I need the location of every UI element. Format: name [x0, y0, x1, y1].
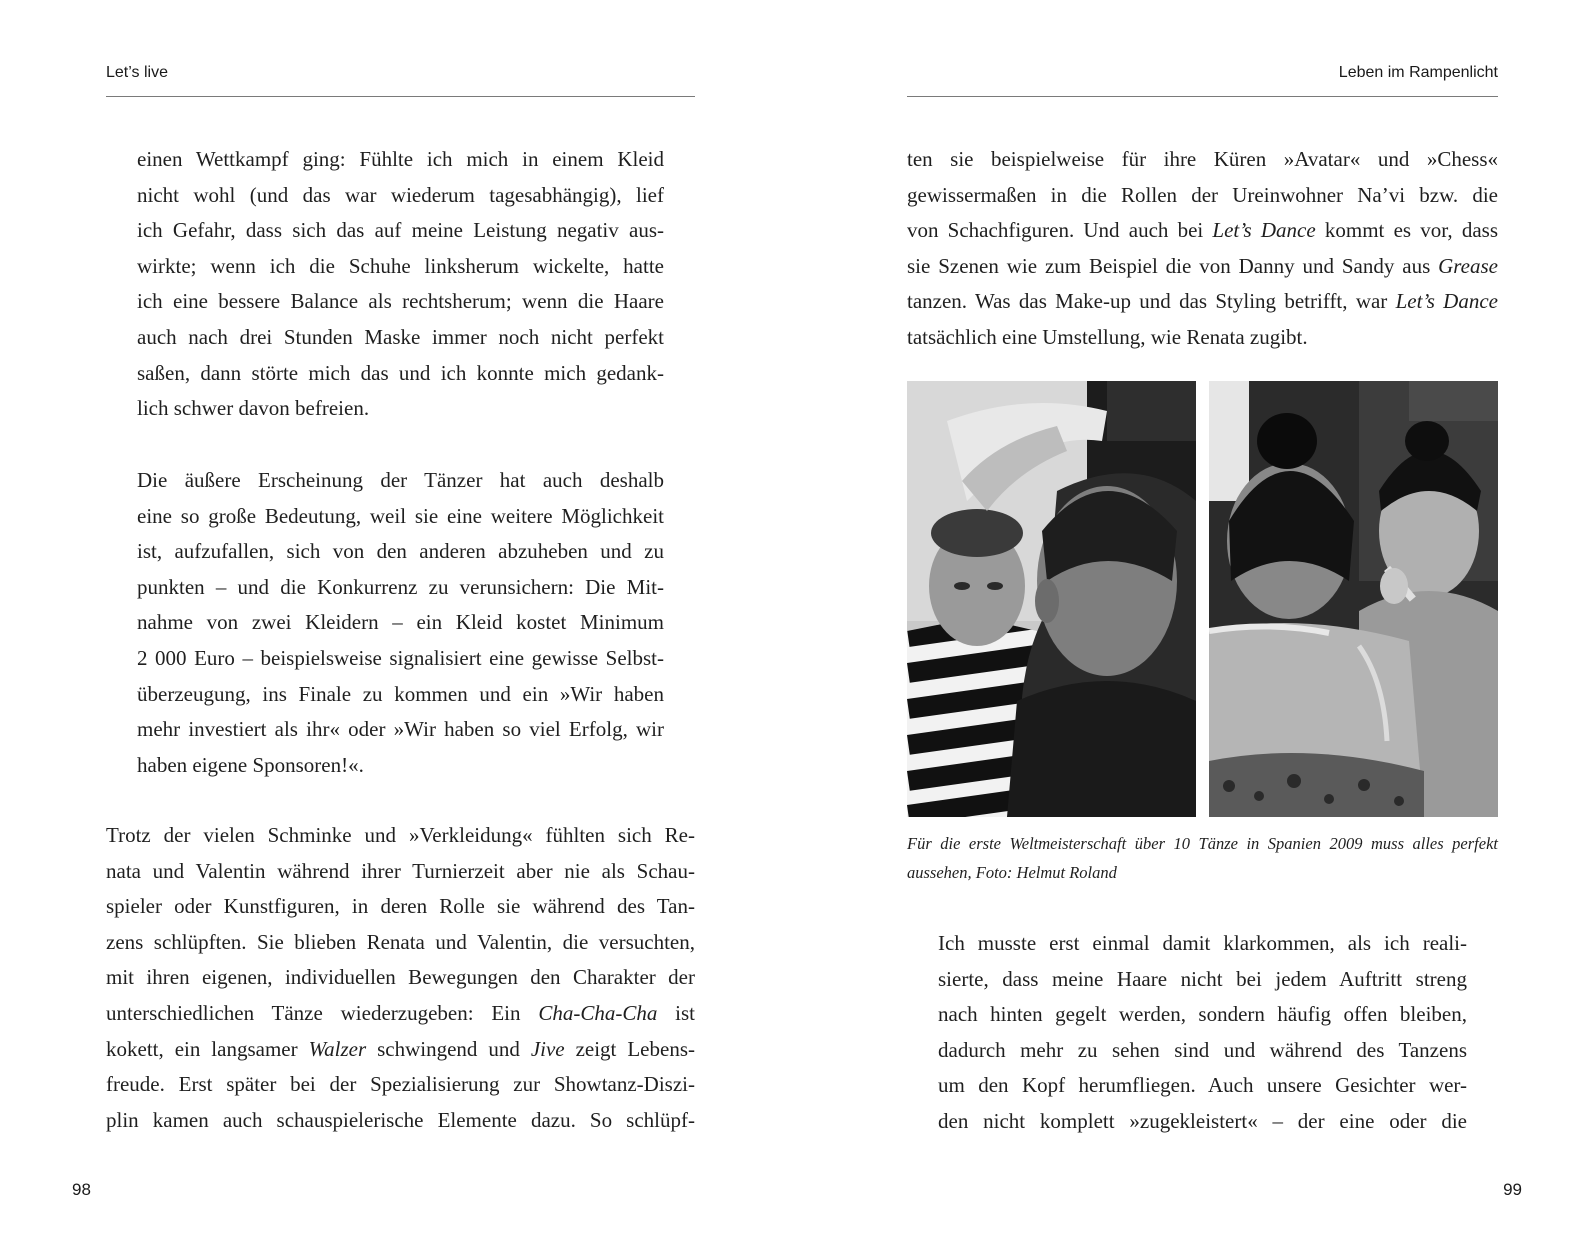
text-line: Die äußere Erscheinung der Tänzer hat auch deshalb	[137, 468, 664, 492]
text-line: nach hinten gegelt werden, sondern häufig offen bleiben,	[938, 1002, 1467, 1027]
text-line: wirkte; wenn ich die Schuhe linksherum wickelte, hatte	[137, 253, 664, 278]
text-line: lich schwer davon befreien.	[137, 396, 370, 421]
text-line: nicht wohl (und das war wiederum tagesabhängig), lief	[137, 182, 664, 207]
text-line: kokett, ein langsamer Walzer schwingend und Jive zeigt Lebens-	[106, 1036, 695, 1061]
text-line: haben eigene Sponsoren!«.	[137, 752, 364, 777]
text-line: saßen, dann störte mich das und ich konnte mich gedank-	[137, 360, 664, 385]
text-line: sierte, dass meine Haare nicht bei jedem Auftritt streng	[938, 966, 1467, 991]
text-line: sie Szenen wie zum Beispiel die von Danny und Sandy aus Grease	[907, 253, 1498, 278]
page-number-right: 99	[1503, 1180, 1522, 1199]
caption-line: Für die erste Weltmeisterschaft über 10 Tänze in Spanien 2009 muss alles perfekt	[907, 834, 1498, 853]
text-line: mehr investiert als ihr« oder »Wir haben so viel Erfolg, wir	[137, 717, 664, 742]
text-line: ich eine bessere Balance als rechtsherum; wenn die Haare	[137, 289, 664, 314]
body-paragraph-right-1	[907, 142, 1498, 356]
photo-caption	[907, 829, 1498, 887]
body-paragraph-3	[106, 818, 695, 1138]
text-line: gewissermaßen in die Rollen der Ureinwohner Na’vi bzw. die	[907, 182, 1498, 207]
photo-male-dancer-mirror	[907, 381, 1196, 817]
text-line: auch nach drei Stunden Maske immer noch nicht perfekt	[137, 324, 664, 349]
body-paragraph-indented-2	[137, 463, 664, 783]
dance-name-italic: Cha-Cha-Cha	[538, 1000, 658, 1025]
dance-name-italic: Jive	[530, 1036, 565, 1061]
text-line: um den Kopf herumfliegen. Auch unsere Gesichter wer-	[938, 1073, 1467, 1098]
page-number-left: 98	[72, 1180, 91, 1199]
text-line: Ich musste erst einmal damit klarkommen, als ich reali-	[938, 931, 1467, 955]
dance-name-italic: Walzer	[308, 1036, 367, 1061]
film-title-italic: Grease	[1438, 253, 1498, 278]
text-line: nata und Valentin während ihrer Turnierzeit aber nie als Schau-	[106, 858, 695, 883]
header-rule-right	[907, 96, 1498, 97]
text-line: nahme von zwei Kleidern – ein Kleid kostet Minimum	[137, 610, 664, 635]
caption-line: aussehen, Foto: Helmut Roland	[907, 863, 1117, 882]
text-line: Trotz der vielen Schminke und »Verkleidung« fühlten sich Re-	[106, 823, 695, 847]
text-line: überzeugung, ins Finale zu kommen und ein »Wir haben	[137, 681, 664, 706]
text-line: ich Gefahr, dass sich das auf meine Leistung negativ aus-	[137, 218, 664, 243]
show-title-italic: Let’s Dance	[1395, 289, 1498, 314]
text-line: zens schlüpften. Sie blieben Renata und Valentin, die versuchten,	[106, 929, 695, 954]
running-header-left: Let’s live	[106, 64, 168, 81]
running-header-right: Leben im Rampenlicht	[1338, 64, 1498, 81]
quote-paragraph-indented	[938, 926, 1467, 1140]
show-title-italic: Let’s Dance	[1212, 218, 1316, 243]
header-rule-left	[106, 96, 695, 97]
text-line: von Schachfiguren. Und auch bei Let’s Dance kommt es vor, dass	[907, 218, 1498, 243]
text-line: mit ihren eigenen, individuellen Bewegungen den Charakter der	[106, 965, 695, 990]
text-line: ist, aufzufallen, sich von den anderen abzuheben und zu	[137, 539, 664, 564]
text-line: ten sie beispielweise für ihre Küren »Avatar« und »Chess«	[907, 147, 1498, 171]
text-line: unterschiedlichen Tänze wiederzugeben: Ein Cha-Cha-Cha ist	[106, 1000, 695, 1025]
text-line: einen Wettkampf ging: Fühlte ich mich in einem Kleid	[137, 147, 664, 171]
text-line: eine so große Bedeutung, weil sie eine weitere Möglichkeit	[137, 503, 664, 528]
text-line: dadurch mehr zu sehen sind und während des Tanzens	[938, 1037, 1467, 1062]
text-line: freude. Erst später bei der Spezialisierung zur Showtanz-Diszi-	[106, 1072, 695, 1097]
text-line: tatsächlich eine Umstellung, wie Renata zugibt.	[907, 324, 1308, 349]
text-line: punkten – und die Konkurrenz zu verunsichern: Die Mit-	[137, 574, 664, 599]
text-line: plin kamen auch schauspielerische Elemente dazu. So schlüpf-	[106, 1107, 695, 1132]
text-line: 2 000 Euro – beispielsweise signalisiert eine gewisse Selbst-	[137, 645, 664, 670]
photo-female-dancer-makeup	[1209, 381, 1498, 817]
text-line: spieler oder Kunstfiguren, in deren Rolle sie während des Tan-	[106, 894, 695, 919]
body-paragraph-indented-1	[137, 142, 664, 427]
text-line: tanzen. Was das Make-up und das Styling betrifft, war Let’s Dance	[907, 289, 1498, 314]
text-line: den nicht komplett »zugekleistert« – der eine oder die	[938, 1108, 1467, 1133]
